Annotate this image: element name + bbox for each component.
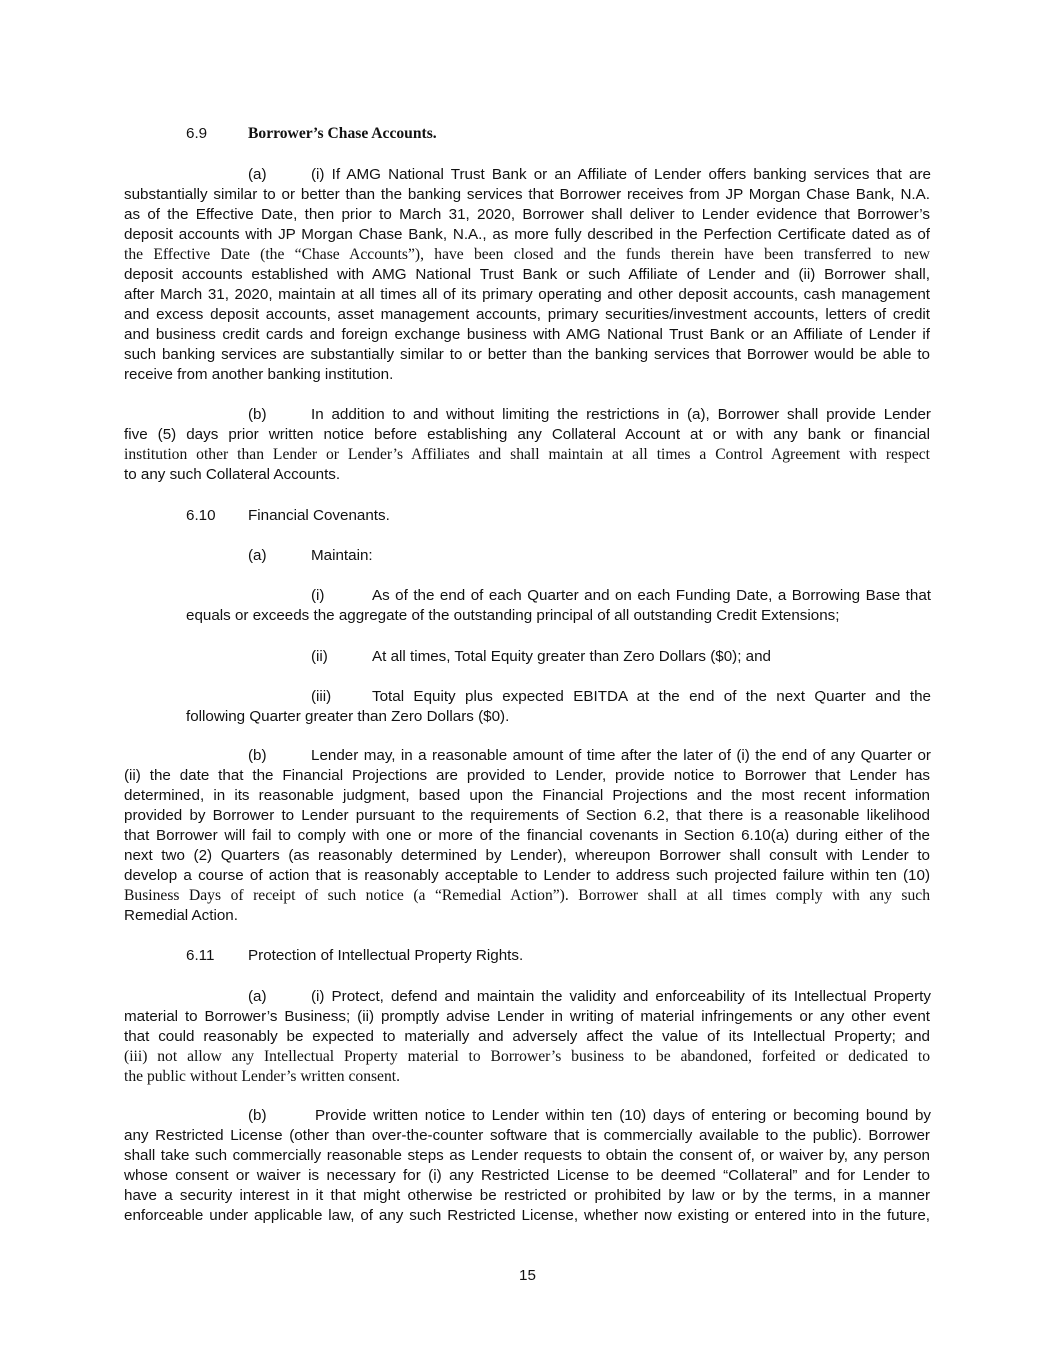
paragraph-line: have a security interest in it that might otherwise be restricted or prohibited by law or by the terms, in a manner (124, 1187, 930, 1204)
paragraph-line: At all times, Total Equity greater than Zero Dollars ($0); and (372, 648, 771, 665)
paragraph-line: equals or exceeds the aggregate of the outstanding principal of all outstanding Credit Extensions; (186, 607, 840, 624)
clause-label: (a) (248, 988, 267, 1005)
paragraph-line: such banking services are substantially similar to or better than the banking services that Borrower would be able to (124, 346, 930, 363)
section-title: Financial Covenants. (248, 507, 390, 524)
paragraph-line: provided by Borrower to Lender pursuant to the requirements of Section 6.2, that there is a reasonable likelihood (124, 807, 930, 824)
paragraph-line: In addition to and without limiting the restrictions in (a), Borrower shall provide Lender (311, 406, 931, 423)
paragraph-line: determined, in its reasonable judgment, based upon the Financial Projections and the most recent information (124, 787, 930, 804)
paragraph-line: any Restricted License (other than over-the-counter software that is commercially available to the public). Borrower (124, 1127, 930, 1144)
paragraph-line: as of the Effective Date, then prior to March 31, 2020, Borrower shall deliver to Lender evidence that Borrower’s (124, 206, 930, 223)
clause-label: (a) (248, 547, 267, 564)
paragraph-line: (i) Protect, defend and maintain the validity and enforceability of its Intellectual Property (311, 988, 931, 1005)
section-title: Protection of Intellectual Property Rights. (248, 947, 524, 964)
paragraph-line: that Borrower will fail to comply with one or more of the financial covenants in Section 6.10(a) during either of the (124, 827, 930, 844)
paragraph-line: the Effective Date (the “Chase Accounts”), have been closed and the funds therein have been transferred to new (124, 246, 930, 263)
clause-label: (b) (248, 1107, 267, 1124)
page-number: 15 (519, 1267, 536, 1284)
paragraph-line: receive from another banking institution. (124, 366, 394, 383)
paragraph-line: develop a course of action that is reasonably acceptable to Lender to address such projected failure within ten (10) (124, 867, 930, 884)
paragraph-line: Total Equity plus expected EBITDA at the end of the next Quarter and the (372, 688, 931, 705)
paragraph-line: (ii) the date that the Financial Projections are provided to Lender, provide notice to Borrower that Lender has (124, 767, 930, 784)
subclause-label: (i) (311, 587, 325, 604)
paragraph-line: following Quarter greater than Zero Dollars ($0). (186, 708, 510, 725)
section-number: 6.10 (186, 507, 216, 524)
section-title: Borrower’s Chase Accounts. (248, 125, 437, 142)
paragraph-line: after March 31, 2020, maintain at all times all of its primary operating and other deposit accounts, cash management (124, 286, 930, 303)
paragraph-line: Provide written notice to Lender within ten (10) days of entering or becoming bound by (315, 1107, 931, 1124)
subclause-label: (ii) (311, 648, 328, 665)
paragraph-line: material to Borrower’s Business; (ii) promptly advise Lender in writing of material infringements or any other event (124, 1008, 930, 1025)
paragraph-line: to any such Collateral Accounts. (124, 466, 341, 483)
paragraph-line: five (5) days prior written notice before establishing any Collateral Account at or with any bank or financial (124, 426, 930, 443)
paragraph-line: and excess deposit accounts, asset management accounts, primary securities/investment accounts, letters of credit (124, 306, 930, 323)
clause-label: (b) (248, 406, 267, 423)
paragraph-line: whose consent or waiver is necessary for (i) any Restricted License to be deemed “Collateral” and for Lender to (124, 1167, 930, 1184)
paragraph-line: As of the end of each Quarter and on each Funding Date, a Borrowing Base that (372, 587, 931, 604)
clause-label: (a) (248, 166, 267, 183)
paragraph-line: (i) If AMG National Trust Bank or an Affiliate of Lender offers banking services that are (311, 166, 931, 183)
section-number: 6.9 (186, 125, 208, 142)
paragraph-line: Remedial Action. (124, 907, 238, 924)
paragraph-line: institution other than Lender or Lender’s Affiliates and shall maintain at all times a Control Agreement with respect (124, 446, 930, 463)
paragraph-line: deposit accounts with JP Morgan Chase Bank, N.A., as more fully described in the Perfection Certificate dated as of (124, 226, 930, 243)
paragraph-line: and business credit cards and foreign exchange business with AMG National Trust Bank or an Affiliate of Lender if (124, 326, 930, 343)
paragraph-line: Business Days of receipt of such notice (a “Remedial Action”). Borrower shall at all times comply with any such (124, 887, 930, 904)
paragraph-line: deposit accounts established with AMG National Trust Bank or such Affiliate of Lender and (ii) Borrower shall, (124, 266, 930, 283)
paragraph-line: Lender may, in a reasonable amount of time after the later of (i) the end of any Quarter or (311, 747, 931, 764)
paragraph-line: the public without Lender’s written consent. (124, 1068, 401, 1085)
section-number: 6.11 (186, 947, 215, 964)
clause-label: (b) (248, 747, 267, 764)
paragraph-line: (iii) not allow any Intellectual Property material to Borrower’s business to be abandoned, forfeited or dedicated to (124, 1048, 930, 1065)
paragraph-line: shall take such commercially reasonable steps as Lender requests to obtain the consent of, or waiver by, any person (124, 1147, 930, 1164)
subclause-label: (iii) (311, 688, 332, 705)
paragraph-line: substantially similar to or better than the banking services that Borrower receives from JP Morgan Chase Bank, N.A. (124, 186, 930, 203)
paragraph-line: that could reasonably be expected to materially and adversely affect the value of its Intellectual Property; and (124, 1028, 930, 1045)
paragraph-line: enforceable under applicable law, of any such Restricted License, whether now existing or entered into in the future, (124, 1207, 930, 1224)
paragraph-line: Maintain: (311, 547, 373, 564)
paragraph-line: next two (2) Quarters (as reasonably determined by Lender), whereupon Borrower shall consult with Lender to (124, 847, 930, 864)
